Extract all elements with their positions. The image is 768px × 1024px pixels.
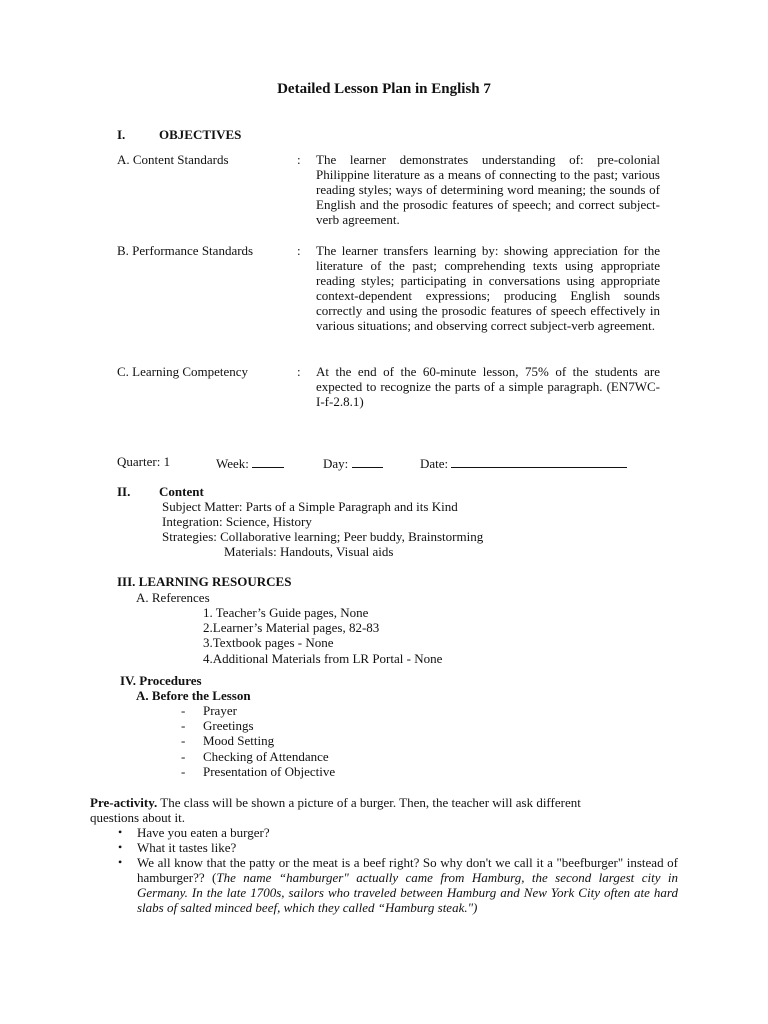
question-text: We all know that the patty or the meat is a beef right? So why don't we call it a "beefburger" instead of hamburger?? ( [137, 855, 678, 885]
learning-competency-label: C. Learning Competency [117, 364, 249, 379]
content-standards-text: The learner demonstrates understanding of: pre-colonial Philippine literature as a means of connecting to the past; various reading styles; ways of determining word meaning; the sounds of English and the prosodic features of speech; and correct subject-verb agreement. [316, 152, 660, 227]
dash-marker: - [181, 749, 186, 764]
content-standards-label: A. Content Standards [117, 152, 229, 167]
section-4-heading: IV. Procedures [120, 673, 202, 688]
procedure-item: Prayer [203, 703, 237, 718]
quarter-value: 1 [163, 454, 171, 469]
preactivity-text: The class will be shown a picture of a burger. Then, the teacher will ask different [157, 795, 581, 810]
strategies-line: Strategies: Collaborative learning; Peer buddy, Brainstorming [162, 529, 484, 544]
materials-line: Materials: Handouts, Visual aids [224, 544, 394, 559]
performance-standards-text: The learner transfers learning by: showing appreciation for the literature of the past; comprehending texts using appropriate reading styles; participating in conversations using appropriate context-dependent expressions; producing English sounds correctly and using the prosodic features of speech effectively in various situations; and observing correct subject-verb agreement. [316, 243, 660, 333]
quarter-label: Quarter: [117, 454, 161, 469]
document-title: Detailed Lesson Plan in English 7 [277, 81, 491, 97]
subject-matter-line: Subject Matter: Parts of a Simple Paragraph and its Kind [162, 499, 458, 514]
section-2-heading: Content [159, 484, 204, 499]
learning-competency-text: At the end of the 60-minute lesson, 75% of the students are expected to recognize the parts of a simple paragraph. (EN7WC-I-f-2.8.1) [316, 364, 660, 409]
bullet-marker: • [118, 855, 123, 869]
learning-competency-colon: : [297, 364, 301, 379]
dash-marker: - [181, 733, 186, 748]
section-1-numeral: I. [117, 127, 126, 142]
preactivity-line-1 [90, 795, 670, 810]
performance-standards-colon: : [297, 243, 301, 258]
date-field [420, 454, 627, 471]
question-item-hamburger [137, 855, 678, 915]
quarter-field [117, 454, 170, 469]
before-lesson-subheading: A. Before the Lesson [136, 688, 251, 703]
reference-item: 4.Additional Materials from LR Portal - None [203, 651, 443, 666]
section-3-heading: III. LEARNING RESOURCES [117, 574, 292, 589]
procedure-item: Greetings [203, 718, 254, 733]
day-field [323, 454, 383, 471]
bullet-marker: • [118, 840, 123, 854]
week-blank [252, 454, 284, 468]
section-2-numeral: II. [117, 484, 131, 499]
preactivity-line-2: questions about it. [90, 810, 185, 825]
performance-standards-label: B. Performance Standards [117, 243, 254, 258]
procedure-item: Checking of Attendance [203, 749, 329, 764]
procedure-item: Mood Setting [203, 733, 275, 748]
dash-marker: - [181, 703, 186, 718]
bullet-marker: • [118, 825, 123, 839]
procedure-item: Presentation of Objective [203, 764, 336, 779]
week-field [216, 454, 284, 471]
day-label: Day: [323, 456, 349, 471]
integration-line: Integration: Science, History [162, 514, 312, 529]
content-standards-colon: : [297, 152, 301, 167]
reference-item: 2.Learner’s Material pages, 82-83 [203, 620, 380, 635]
preactivity-label: Pre-activity. [90, 795, 158, 810]
week-label: Week: [216, 456, 249, 471]
question-item: What it tastes like? [137, 840, 237, 855]
reference-item: 1. Teacher’s Guide pages, None [203, 605, 369, 620]
dash-marker: - [181, 718, 186, 733]
section-1-heading: OBJECTIVES [159, 127, 242, 142]
question-item: Have you eaten a burger? [137, 825, 270, 840]
dash-marker: - [181, 764, 186, 779]
date-blank [451, 454, 627, 468]
day-blank [352, 454, 383, 468]
reference-item: 3.Textbook pages - None [203, 635, 334, 650]
hamburger-explanation: The name “hamburger" actually came from Hamburg, the second largest city in Germany. In the late 1700s, sailors who traveled between Hamburg and New York City often ate hard slabs of salted minced beef, which they called “Hamburg steak.") [137, 870, 678, 915]
date-label: Date: [420, 456, 449, 471]
references-subheading: A. References [136, 590, 210, 605]
